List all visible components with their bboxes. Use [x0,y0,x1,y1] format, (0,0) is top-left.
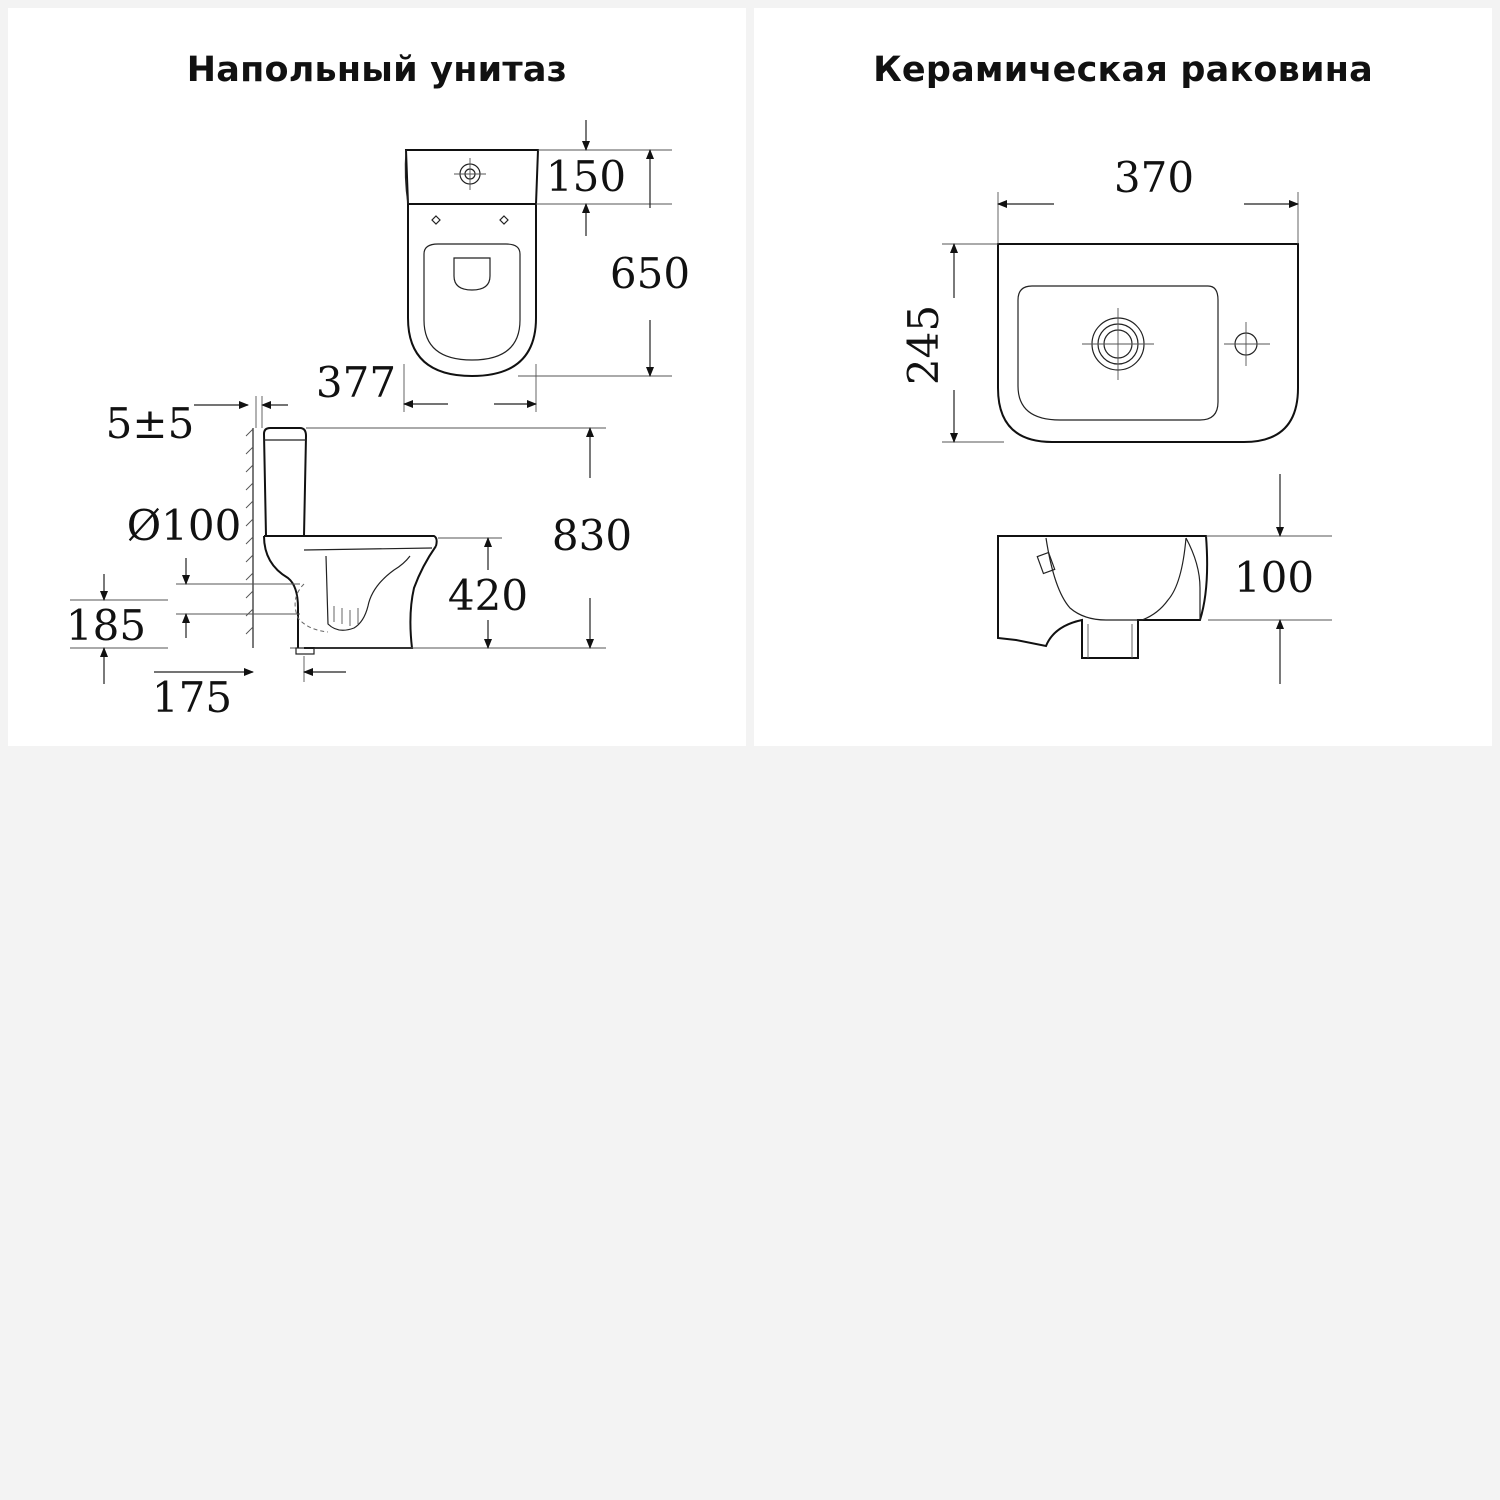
dim-label-377: 377 [315,358,397,407]
toilet-side-view [264,428,438,654]
toilet-top-view [405,150,538,376]
dim-seat-height [438,538,528,648]
dim-label-245: 245 [899,304,948,386]
dim-sink-depth [899,244,1004,442]
toilet-title: Напольный унитаз [186,50,568,90]
dim-width [316,358,536,412]
dim-label-185: 185 [65,601,147,650]
toilet-drawing [8,8,746,746]
sink-side-view [998,536,1207,658]
dim-drain-height [66,574,168,684]
sink-panel [754,8,1492,746]
dim-label-5pm5: 5±5 [105,399,195,448]
dim-label-650: 650 [609,249,691,298]
sink-top-view [998,244,1298,442]
sink-title: Керамическая раковина [873,50,1373,90]
dim-sink-height [1206,474,1332,684]
dim-label-175: 175 [151,673,233,722]
dim-drain-offset [152,656,346,722]
sink-drawing [754,8,1492,746]
dim-sink-width [998,153,1298,244]
dim-wall-gap [106,396,288,448]
dim-label-420: 420 [447,571,529,620]
dim-drain-diameter [127,501,300,638]
dim-label-150: 150 [545,152,627,201]
dim-label-d100: Ø100 [126,501,242,550]
dim-label-100: 100 [1233,553,1315,602]
wall [246,428,253,648]
toilet-panel [8,8,746,746]
dim-label-830: 830 [551,511,633,560]
dim-tank-depth [536,120,672,236]
dim-label-370: 370 [1113,153,1195,202]
